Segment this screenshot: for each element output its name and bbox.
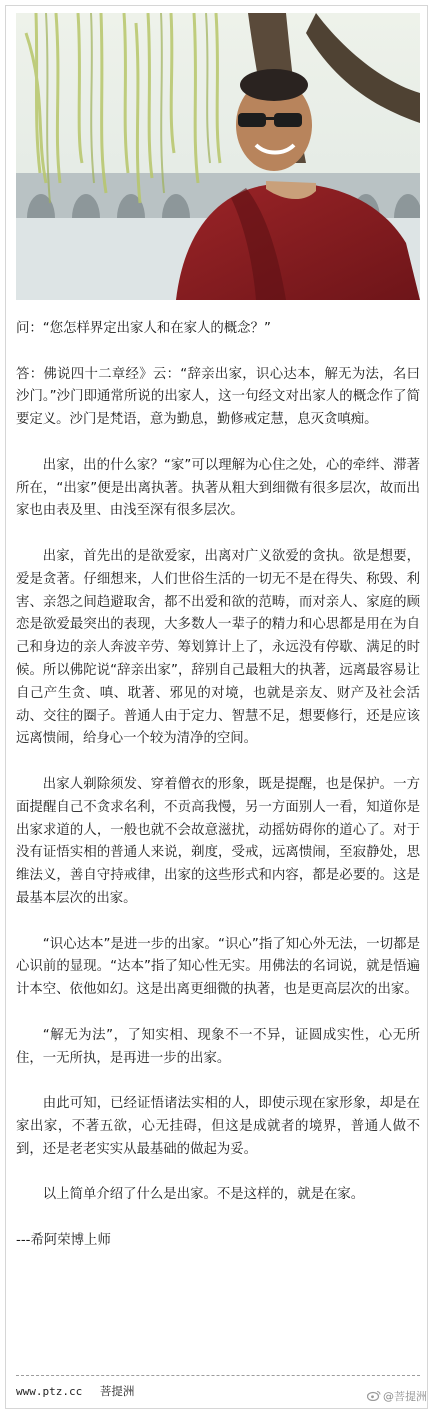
- answer-paragraph: 答：佛说四十二章经》云：“辞亲出家，识心达本，解无为法，名曰沙门。”沙门即通常所说的出家人，这一句经文对出家人的概念作了简要定义。沙门是梵语，意为勤息，勤修戒定慧，息灭贪嗔痴。: [16, 366, 420, 428]
- article-body: [16, 318, 420, 1275]
- portrait-illustration: [16, 13, 420, 300]
- question-line: 问：“您怎样界定出家人和在家人的概念？”: [16, 321, 271, 336]
- site-name: 菩提洲: [99, 1384, 135, 1398]
- footer: [16, 1383, 420, 1399]
- body-paragraph: “解无为法”，了知实相、现象不一不异，证圆成实性，心无所住，一无所执，是再进一步的出家。: [16, 1027, 420, 1066]
- weibo-watermark: [367, 1388, 427, 1404]
- body-paragraph: 由此可知，已经证悟诸法实相的人，即使示现在家形象，却是在家出家，不著五欲，心无挂碍，但这是成就者的境界，普通人做不到，还是老老实实从最基础的做起为妥。: [16, 1096, 420, 1157]
- closing-paragraph: 以上简单介绍了什么是出家。不是这样的，就是在家。: [42, 1187, 365, 1203]
- author-signature: ---希阿荣博上师: [16, 1232, 111, 1248]
- body-paragraph: “识心达本”是进一步的出家。“识心”指了知心外无法，一切都是心识前的显现。“达本”指了知心性无实。用佛法的名词说，就是悟遍计本空、依他如幻。这是出离更细微的执著，也是更高层次的出家。: [16, 936, 420, 998]
- footer-divider: [16, 1375, 420, 1376]
- weibo-icon: [367, 1390, 381, 1401]
- body-paragraph: 出家，出的什么家？“家”可以理解为心住之处，心的牵绊、滞著所在，“出家”便是出离执著。执著从粗大到细微有很多层次，故而出家也由表及里、由浅至深有很多层次。: [16, 457, 420, 519]
- watermark-text: @菩提洲: [383, 1390, 427, 1403]
- portrait-photo: [16, 13, 420, 300]
- body-paragraph: 出家，首先出的是欲爱家，出离对广义欲爱的贪执。欲是想要，爱是贪著。仔细想来，人们世俗生活的一切无不是在得失、称毁、利害、亲怨之间趋避取舍，都不出爱和欲的范畴，而对亲人、家庭的顾恋是欲爱最突出的表现，大多数人一辈子的精力和心思都是用在为自己和身边的亲人奔波辛劳、筹划算计上了，永远没有停歇、满足的时候。所以佛陀说“辞亲出家”，辞别自己最粗大的执著，远离最容易让自己产生贪、嗔、耽著、邪见的对境，也就是亲友、财产及社会活动、交往的圈子。普通人由于定力、智慧不足，想要修行，还是应该远离愦闹，给身心一个较为清净的空间。: [16, 548, 420, 747]
- site-url[interactable]: www.ptz.cc: [16, 1385, 83, 1398]
- body-paragraph: 出家人剃除须发、穿着僧衣的形象，既是提醒，也是保护。一方面提醒自己不贪求名利，不贡高我慢，另一方面别人一看，知道你是出家求道的人，一般也就不会故意滋扰，动摇妨碍你的道心了。对于没有证悟实相的普通人来说，剃度，受戒，远离愦闹，至寂静处，思维法义，善自守持戒律，出家的这些形式和内容，都是必要的。这是最基本层次的出家。: [16, 776, 420, 906]
